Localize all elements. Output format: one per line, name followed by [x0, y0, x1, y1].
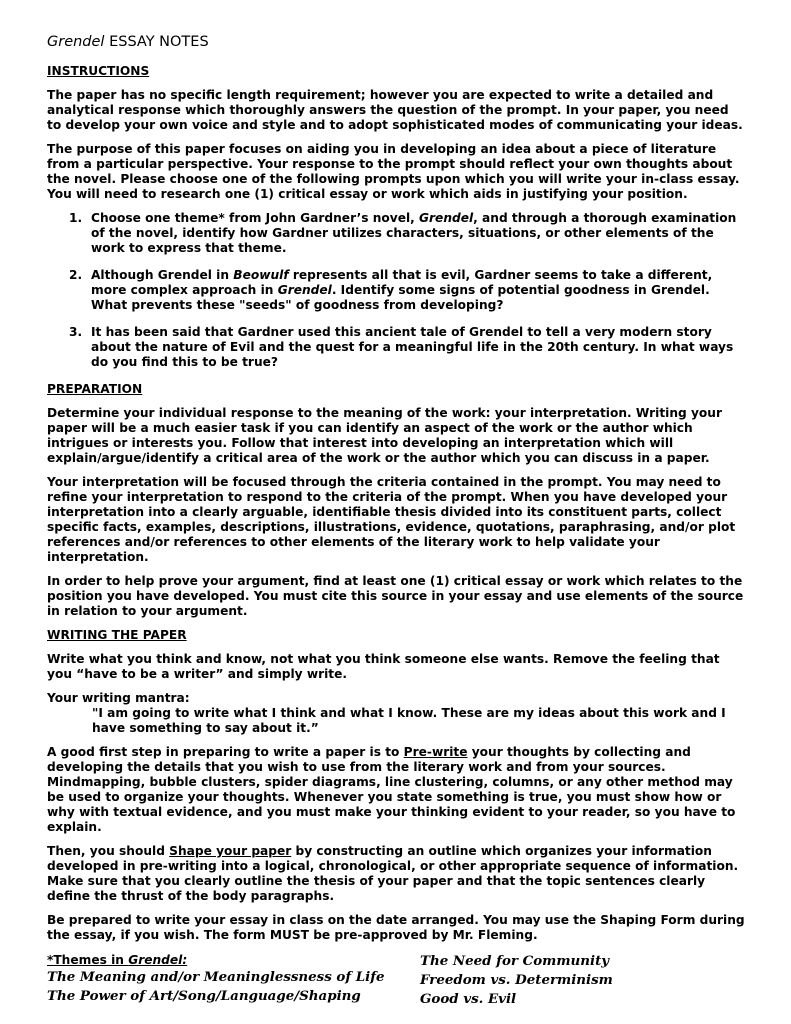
instructions-paragraph-2: The purpose of this paper focuses on aiding you in developing an idea about a piece of literature from a particular perspective. Your response to the prompt should reflect your own thoughts about the novel. Please choose one of the following prompts upon which you will write your in-class essay. You will need to research one (1) critical essay or work which aids in justifying your position.: [47, 142, 740, 201]
prompt-item-2: [47, 268, 747, 313]
themes-right-column: [420, 952, 747, 1009]
title-rest: ESSAY NOTES: [104, 34, 209, 50]
shape-paper-term: Shape your paper: [169, 844, 292, 858]
themes-section: [47, 952, 747, 1009]
paragraph-text: by constructing an outline which organizes your information developed in pre-writing into a logical, chronological, or other appropriate sequence of information. Make sure that you clearly outline the thesis of your paper and that the topic sentences clearly define the thrust of the body paragraphs.: [47, 844, 739, 903]
prompt-text: Although Grendel in: [91, 268, 234, 282]
themes-heading-italic: Grendel:: [128, 953, 188, 967]
prompt-number: 3.: [69, 325, 83, 339]
prompt-item-3: [47, 325, 747, 370]
title-italic: Grendel: [47, 34, 105, 50]
page-title: [47, 32, 747, 52]
theme-item: The Need for Community: [420, 953, 610, 969]
writing-paragraph-2: [47, 745, 747, 835]
preparation-paragraph-3: In order to help prove your argument, find at least one (1) critical essay or work which relates to the position you have developed. You must cite this source in your essay and use elements of the source in relation to your argument.: [47, 574, 744, 618]
writing-paragraph-3: [47, 844, 747, 904]
prompt-number: 2.: [69, 268, 83, 282]
preparation-paragraph-1: Determine your individual response to the meaning of the work: your interpretation. Writing your paper will be a much easier task if you can identify an aspect of the work or the author which intrigues or interests you. Follow that interest into developing an interpretation which will explain/argue/identify a critical area of the work or the author which you can discuss in a paper.: [47, 406, 722, 465]
preparation-paragraph-2: Your interpretation will be focused through the criteria contained in the prompt. You may need to refine your interpretation to respond to the criteria of the prompt. When you have developed your interpretation into a clearly arguable, identifiable thesis divided into its constituent parts, collect specific facts, examples, descriptions, illustrations, evidence, quotations, paraphrasing, and/or plot references and/or references to other elements of the literary work to help validate your interpretation.: [47, 475, 736, 564]
mantra-label: Your writing mantra:: [47, 691, 190, 705]
prewrite-term: Pre-write: [403, 745, 468, 759]
themes-heading-text: *Themes in: [47, 953, 129, 967]
writing-paragraph-4: Be prepared to write your essay in class on the date arranged. You may use the Shaping Form during the essay, if you wish. The form MUST be pre-approved by Mr. Fleming.: [47, 913, 745, 942]
prompt-text: , and through a thorough examination of the novel, identify how Gardner utilizes characters, situations, or other elements of the work to express that theme.: [91, 211, 737, 255]
prompt-italic: Beowulf: [233, 268, 289, 282]
writing-paragraph-1: Write what you think and know, not what you think someone else wants. Remove the feeling that you “have to be a writer” and simply write.: [47, 652, 720, 681]
prompt-text: It has been said that Gardner used this ancient tale of Grendel to tell a very modern story about the nature of Evil and the quest for a meaningful life in the 20th century. In what ways do you find this to be true?: [91, 325, 734, 369]
themes-heading: [47, 952, 420, 968]
prompt-italic: Grendel: [277, 283, 332, 297]
prompt-list: [47, 211, 747, 370]
prompt-item-1: [47, 211, 747, 256]
writing-heading: WRITING THE PAPER: [47, 628, 187, 642]
mantra-quote: "I am going to write what I think and what I know. These are my ideas about this work and I have something to say about it.”: [92, 706, 726, 735]
instructions-heading: INSTRUCTIONS: [47, 64, 150, 78]
prompt-text: . Identify some signs of potential goodness in Grendel. What prevents these "seeds" of goodness from developing?: [91, 283, 710, 312]
instructions-paragraph-1: The paper has no specific length requirement; however you are expected to write a detailed and analytical response which thoroughly answers the question of the prompt. In your paper, you need to develop your own voice and style and to adopt sophisticated modes of communicating your ideas.: [47, 88, 743, 132]
paragraph-text: Then, you should: [47, 844, 170, 858]
theme-item: The Meaning and/or Meaninglessness of Life: [47, 969, 385, 985]
paragraph-text: A good first step in preparing to write a paper is to: [47, 745, 404, 759]
prompt-text: Choose one theme* from John Gardner’s novel,: [91, 211, 420, 225]
preparation-heading: PREPARATION: [47, 382, 143, 396]
paragraph-text: your thoughts by collecting and developing the details that you wish to use from the literary work and from your sources. Mindmapping, bubble clusters, spider diagrams, line clustering, columns, or any other method may be used to organize your thoughts. Whenever you state something is true, you must show how or why with textual evidence, and you must make your thinking evident to your reader, so you have to explain.: [47, 745, 736, 834]
prompt-number: 1.: [69, 211, 83, 225]
theme-item: Freedom vs. Determinism: [420, 972, 613, 988]
prompt-italic: Grendel: [419, 211, 474, 225]
themes-left-column: [47, 952, 420, 1009]
theme-item: Good vs. Evil: [420, 991, 517, 1007]
prompt-text: represents all that is evil, Gardner seems to take a different, more complex approach in: [91, 268, 713, 297]
theme-item: The Power of Art/Song/Language/Shaping: [47, 988, 361, 1004]
